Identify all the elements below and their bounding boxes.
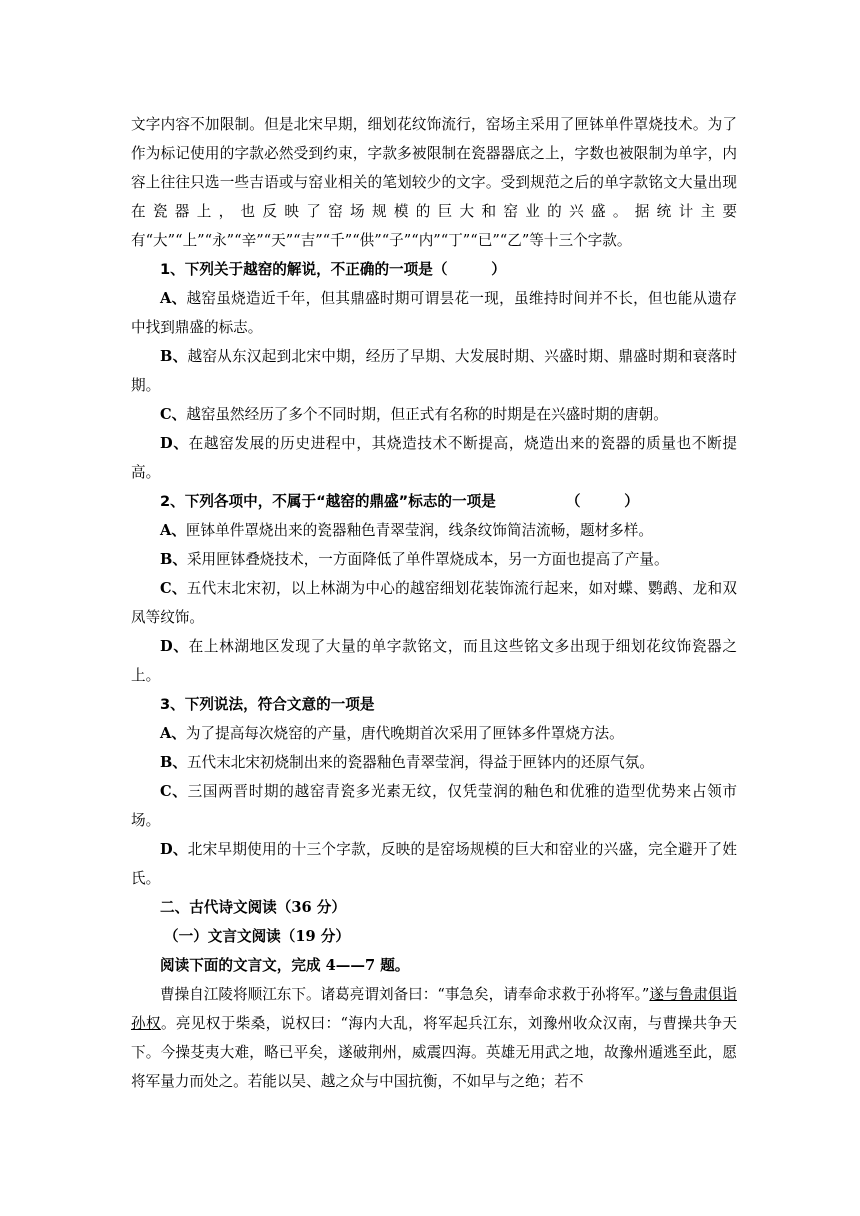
question-1-option-a: A、越窑虽烧造近千年，但其鼎盛时期可谓昙花一现，虽维持时间并不长，但也能从遗存中找到鼎盛的标志。 [131,290,737,336]
document-page [131,110,737,1096]
intro-paragraph: 文字内容不加限制。但是北宋早期，细划花纹饰流行，窑场主采用了匣钵单件罩烧技术。为了作为标记使用的字款必然受到约束，字款多被限制在瓷器器底之上，字数也被限制为单字，内容上往往只选一些吉语或与窑业相关的笔划较少的文字。受到规范之后的单字款铭文大量出现在瓷器上，也反映了窑场规模的巨大和窑业的兴盛。据统计主要有“大”“上”“永”“辛”“天”“吉”“千”“供”“子”“内”“丁”“已”“乙”等十三个字款。 [131,116,737,249]
section-2-subheading: （一）文言文阅读（19 分） [164,928,350,945]
question-3-option-b: B、五代末北宋初烧制出来的瓷器釉色青翠莹润，得益于匣钵内的还原气氛。 [160,754,654,771]
question-2-option-b: B、采用匣钵叠烧技术，一方面降低了单件罩烧成本，另一方面也提高了产量。 [160,551,669,568]
question-1-option-d: D、在越窑发展的历史进程中，其烧造技术不断提高，烧造出来的瓷器的质量也不断提高。 [131,435,737,481]
section-2-heading: 二、古代诗文阅读（36 分） [160,899,346,916]
question-2-title: 2、下列各项中，不属于“越窑的鼎盛”标志的一项是 （ ） [160,493,639,510]
question-1-option-b: B、越窑从东汉起到北宋中期，经历了早期、大发展时期、兴盛时期、鼎盛时期和衰落时期。 [131,348,737,394]
classical-passage: 曹操自江陵将顺江东下。诸葛亮谓刘备曰：“事急矣，请奉命求救于孙将军。”遂与鲁肃俱诣孙权。亮见权于柴桑，说权曰：“海内大乱，将军起兵江东，刘豫州收众汉南，与曹操共争天下。今操芟夷大难，略已平矣，遂破荆州，威震四海。英雄无用武之地，故豫州遁逃至此，愿将军量力而处之。若能以吴、越之众与中国抗衡，不如早与之绝；若不 [131,986,737,1090]
underlined-sentence: 遂与鲁肃俱诣孙权 [131,986,737,1032]
reading-instruction: 阅读下面的文言文，完成 4——7 题。 [160,957,410,974]
question-2-option-d: D、在上林湖地区发现了大量的单字款铭文，而且这些铭文多出现于细划花纹饰瓷器之上。 [131,638,737,684]
question-3-option-d: D、北宋早期使用的十三个字款，反映的是窑场规模的巨大和窑业的兴盛，完全避开了姓氏。 [131,841,737,887]
question-1-option-c: C、越窑虽然经历了多个不同时期，但正式有名称的时期是在兴盛时期的唐朝。 [160,406,668,423]
question-3-option-a: A、为了提高每次烧窑的产量，唐代晚期首次采用了匣钵多件罩烧方法。 [160,725,624,742]
question-1-title: 1、下列关于越窑的解说，不正确的一项是（ ） [160,261,506,278]
question-3-option-c: C、三国两晋时期的越窑青瓷多光素无纹，仅凭莹润的釉色和优雅的造型优势来占领市场。 [131,783,737,829]
question-2-option-c: C、五代末北宋初，以上林湖为中心的越窑细划花装饰流行起来，如对蝶、鹦鹉、龙和双凤等纹饰。 [131,580,737,626]
question-2-option-a: A、匣钵单件罩烧出来的瓷器釉色青翠莹润，线条纹饰简洁流畅，题材多样。 [160,522,653,539]
question-3-title: 3、下列说法，符合文意的一项是 [160,696,375,713]
answer-paren: （ ） [565,493,639,510]
